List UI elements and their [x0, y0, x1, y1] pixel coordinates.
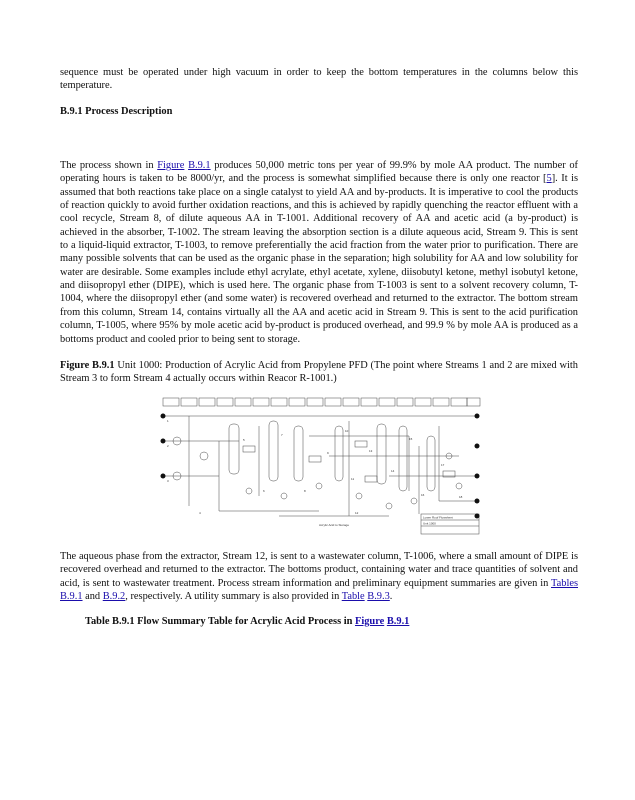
figure-link[interactable]: Figure: [354, 616, 385, 628]
table-caption-text: Table B.9.1 Flow Summary Table for Acrylic Acid Process in: [85, 616, 355, 628]
legend-unit: Unit 1000: [423, 521, 436, 526]
stream-label: 8: [304, 488, 306, 493]
tables-link[interactable]: Tables: [551, 577, 578, 589]
stream-label: 17: [441, 462, 445, 467]
figure-caption-text: Unit 1000: Production of Acrylic Acid from Propylene PFD (The point where Streams 1 and 2 are mixed with Stream 3 to form Stream 4 actually occurs within Reacor R-1001.): [60, 359, 578, 385]
stream-label: 1: [167, 418, 169, 423]
table-number-link[interactable]: B.9.2: [102, 590, 126, 602]
stream-label: 5: [243, 437, 245, 442]
table-link[interactable]: Table: [341, 590, 365, 602]
process-description-paragraph: [60, 159, 578, 346]
table-caption: [60, 615, 578, 628]
section-heading: B.9.1 Process Description: [60, 105, 173, 117]
text-run: , respectively. A utility summary is also provided in: [125, 590, 342, 602]
process-flow-diagram: [159, 396, 482, 536]
figure-number-link[interactable]: B.9.1: [386, 616, 410, 628]
column-t1004: [377, 424, 386, 484]
stream-label: 14: [391, 468, 395, 473]
stream-label: 6: [263, 488, 265, 493]
column-t1001: [269, 421, 278, 481]
legend-title: Lower Roof Flowsheet: [423, 515, 453, 520]
text-run: ]. It is assumed that both reactions take place on a single catalyst to yield AA and by-products. It is imperative to cool the products of reaction quickly to avoid further oxidation reactions, and this is achieved by rapidly quenching the reactor effluent with a cool recycle, Stream 8, of dilute aqueous AA in T-1001. Additional recovery of AA and acetic acid (a by-product) is achieved in the absorber, T-1002. The stream leaving the absorption section is a dilute aqueous acid, Stream 9. This is sent to a liquid-liquid extractor, T-1003, to remove preferentially the acid fraction from the water prior to purification. There are many possible solvents that can be used as the organic phase in the separation; high solubility for AA and low solubility for water are desirable. Some examples include ethyl acrylate, ethyl acetate, xylene, diisobutyl ketone, methyl isobutyl ketone, and diisopropyl ether (DIPE), which is used here. The organic phase from T-1003 is sent to a solvent recovery column, T-1004, where the diisopropyl ether (and some water) is recovered overhead and returned to the extractor. The bottom stream from this column, Stream 14, contains virtually all the AA and acetic acid in Stream 9. This is sent to the acid purification column, T-1005, where 95% by mole acetic acid by-product is produced overhead, and 99.9 % by mole AA is produced as a bottoms product and cooled prior to being sent to storage.: [60, 173, 578, 345]
stream-label: 4: [199, 510, 201, 515]
figure-link[interactable]: Figure: [157, 160, 185, 172]
document-page: [60, 66, 578, 629]
stream-label: 11: [351, 476, 355, 481]
table-number-link[interactable]: B.9.1: [60, 590, 83, 602]
wastewater-paragraph: [60, 550, 578, 603]
intro-paragraph: sequence must be operated under high vacuum in order to keep the bottom temperatures in the columns below this temperature.: [60, 67, 578, 92]
text-run: and: [82, 590, 103, 602]
column-t1002: [294, 426, 303, 481]
figure-caption-label: Figure B.9.1: [60, 359, 115, 371]
reference-link[interactable]: 5: [546, 173, 552, 185]
stream-label: 12: [355, 510, 359, 515]
equipment-label-row: [163, 398, 480, 406]
stream-label: 7: [281, 432, 283, 437]
stream-label: 10: [345, 428, 349, 433]
storage-label: Acrylic Acid to Storage: [319, 522, 350, 527]
reactor-r1001: [229, 424, 239, 474]
text-run: produces 50,000 metric tons per year of 99.9% by mole AA product. The number of operating hours is taken to be 8000/yr, and the process is somewhat simplified because there is only one reactor [: [60, 160, 578, 185]
text-run: The process shown in: [60, 160, 158, 172]
stream-label: 13: [369, 448, 373, 453]
stream-label: 9: [327, 450, 329, 455]
text-run: The aqueous phase from the extractor, Stream 12, is sent to a wastewater column, T-1006, where a small amount of DIPE is recovered overhead and returned to the extractor. The bottoms product, containing water and trace quantities of solvent and acid, is sent to wastewater treatment. Process stream information and preliminary equipment summaries are given in: [60, 550, 578, 589]
table-number-link[interactable]: B.9.3: [367, 590, 390, 602]
figure-number-link[interactable]: B.9.1: [188, 160, 211, 172]
stream-label: 15: [409, 436, 413, 441]
column-t1003: [335, 426, 343, 481]
stream-label: 16: [421, 492, 425, 497]
text-run: .: [389, 590, 393, 602]
column-t1006: [427, 436, 435, 491]
stream-label: 18: [459, 494, 463, 499]
stream-label: 3: [167, 478, 169, 483]
stream-label: 2: [167, 443, 169, 448]
figure-caption: [60, 359, 578, 386]
